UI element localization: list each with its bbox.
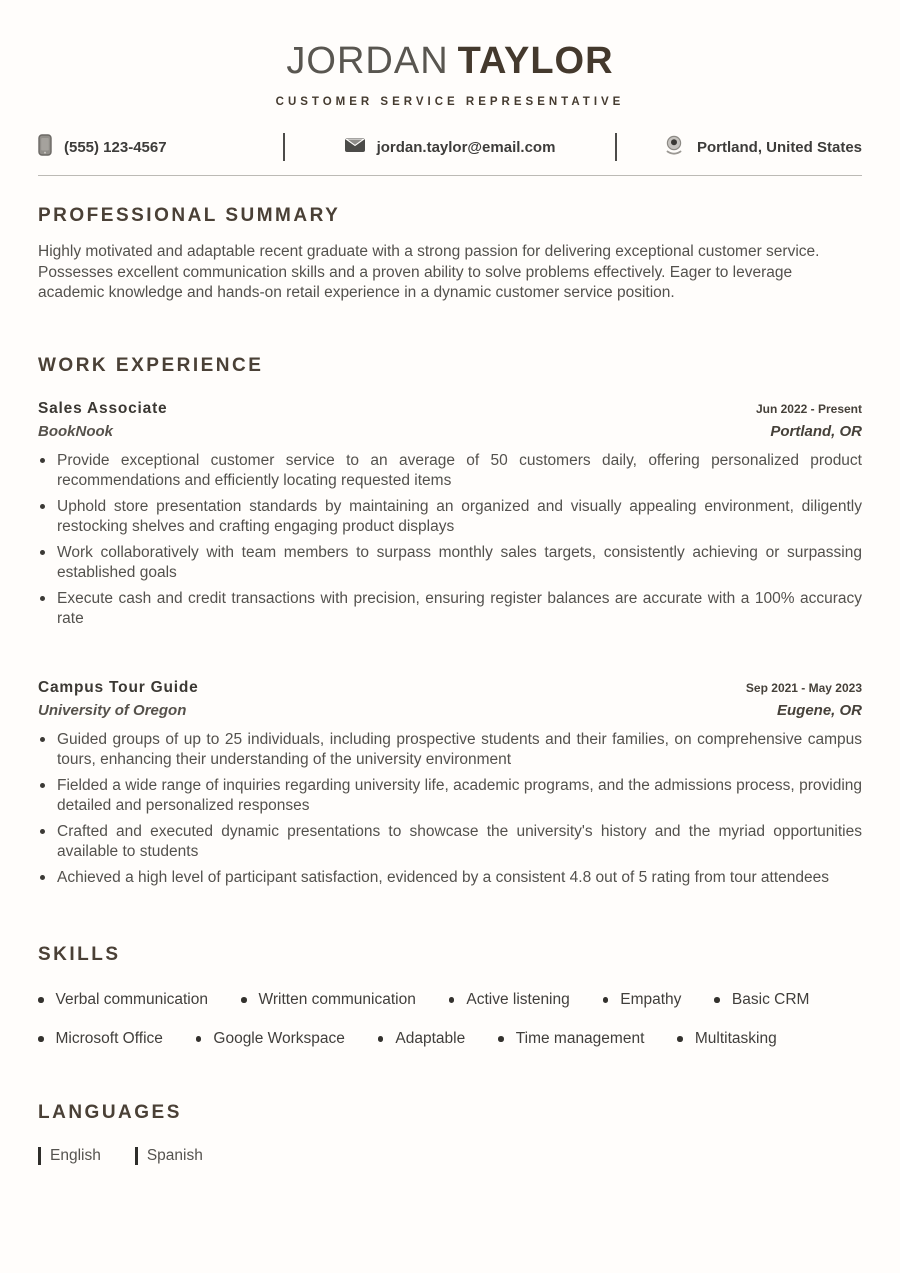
- header-divider: [38, 175, 862, 176]
- candidate-name: [38, 42, 862, 80]
- experience-bullet: Execute cash and credit transactions with precision, ensuring register balances are accurate with a 100% accuracy rate: [38, 589, 862, 630]
- experience-bullet: Fielded a wide range of inquiries regarding university life, academic programs, and the admissions process, providing detailed and personalized responses: [38, 776, 862, 817]
- job-title: Campus Tour Guide: [38, 678, 199, 696]
- contact-row: [38, 132, 862, 162]
- skill-label: Multitasking: [694, 1030, 777, 1047]
- bullet-dot-icon: [378, 1036, 384, 1042]
- skill-item: [498, 1030, 644, 1048]
- candidate-first-name: JORDAN: [286, 40, 449, 82]
- experience-bullet: Provide exceptional customer service to an average of 50 customers daily, offering personalized product recommendations and efficiently locating requested items: [38, 451, 862, 492]
- bullet-dot-icon: [498, 1036, 504, 1042]
- skill-item: [714, 991, 809, 1009]
- phone-number: (555) 123-4567: [64, 138, 167, 156]
- location-text: Portland, United States: [696, 138, 863, 156]
- language-label: English: [50, 1147, 101, 1164]
- skill-label: Google Workspace: [213, 1030, 345, 1047]
- experience-bullet: Work collaboratively with team members to surpass monthly sales targets, consistently achieving or surpassing established goals: [38, 543, 862, 584]
- location-dot-icon: [663, 135, 685, 160]
- skill-item: [196, 1030, 345, 1048]
- job-company: BookNook: [38, 422, 113, 440]
- skill-item: [378, 1030, 465, 1048]
- skill-label: Written communication: [258, 991, 416, 1008]
- skill-item: [677, 1030, 776, 1048]
- experience-bullet: Guided groups of up to 25 individuals, including prospective students and their families, on comprehensive campus tours, enhancing their understanding of the university environment: [38, 730, 862, 771]
- job-company: University of Oregon: [38, 701, 187, 719]
- skill-item: [449, 991, 570, 1009]
- bullet-dot-icon: [38, 997, 44, 1003]
- bullet-dot-icon: [603, 997, 609, 1003]
- job-location: Eugene, OR: [776, 701, 862, 719]
- summary-text: Highly motivated and adaptable recent graduate with a strong passion for delivering exceptional customer service. Possesses excellent communication skills and a proven ability to solve problems effectively. Eager to leverage academic knowledge and hands-on retail experience in a dynamic customer service position.: [38, 243, 820, 301]
- section-languages: [38, 1102, 862, 1165]
- job-company-row: [38, 423, 862, 440]
- contact-email: [285, 138, 615, 156]
- mobile-phone-icon: [38, 134, 52, 160]
- section-skills: [38, 944, 862, 1048]
- experience-bullet: Achieved a high level of participant satisfaction, evidenced by a consistent 4.8 out of 5 rating from tour attendees: [38, 868, 862, 889]
- email-address: jordan.taylor@email.com: [376, 138, 556, 156]
- language-item: [38, 1147, 101, 1165]
- language-item: [135, 1147, 203, 1165]
- job-entry: [38, 679, 862, 889]
- section-work-experience: [38, 355, 862, 889]
- experience-bullet: Crafted and executed dynamic presentations to showcase the university's history and the myriad opportunities available to students: [38, 822, 862, 863]
- skills-heading: SKILLS: [38, 944, 121, 965]
- contact-phone: [38, 134, 283, 160]
- bullet-dot-icon: [714, 997, 720, 1003]
- bullet-dot-icon: [241, 997, 247, 1003]
- summary-heading: PROFESSIONAL SUMMARY: [38, 205, 341, 226]
- bullet-dot-icon: [38, 1036, 44, 1042]
- skill-label: Microsoft Office: [55, 1030, 163, 1047]
- resume-header: [38, 42, 862, 176]
- job-dates: Sep 2021 - May 2023: [745, 680, 862, 695]
- job-bullet-list: [38, 730, 862, 889]
- envelope-icon: [345, 138, 365, 156]
- job-entry: [38, 400, 862, 630]
- skill-label: Active listening: [466, 991, 570, 1008]
- candidate-job-title: CUSTOMER SERVICE REPRESENTATIVE: [275, 96, 625, 108]
- skill-item: [38, 991, 208, 1009]
- job-company-row: [38, 702, 862, 719]
- languages-heading: LANGUAGES: [38, 1102, 182, 1123]
- skill-item: [38, 1030, 163, 1048]
- skill-label: Basic CRM: [731, 991, 810, 1008]
- skills-row: [38, 991, 862, 1009]
- bullet-dot-icon: [677, 1036, 683, 1042]
- job-dates: Jun 2022 - Present: [755, 401, 862, 416]
- language-bar-icon: [135, 1147, 138, 1165]
- skill-label: Empathy: [620, 991, 682, 1008]
- skill-label: Time management: [515, 1030, 645, 1047]
- skills-row: [38, 1030, 862, 1048]
- language-label: Spanish: [146, 1147, 203, 1164]
- experience-bullet: Uphold store presentation standards by maintaining an organized and visually appealing environment, diligently restocking shelves and crafting engaging product displays: [38, 497, 862, 538]
- bullet-dot-icon: [449, 997, 455, 1003]
- section-professional-summary: [38, 205, 862, 304]
- languages-row: [38, 1147, 862, 1165]
- skill-label: Adaptable: [395, 1030, 466, 1047]
- candidate-last-name: TAYLOR: [457, 40, 614, 82]
- contact-location: [617, 135, 862, 160]
- skill-item: [241, 991, 416, 1009]
- job-location: Portland, OR: [770, 422, 862, 440]
- job-title-row: [38, 400, 862, 418]
- job-title-row: [38, 679, 862, 697]
- skill-item: [603, 991, 682, 1009]
- job-bullet-list: [38, 451, 862, 630]
- bullet-dot-icon: [196, 1036, 202, 1042]
- language-bar-icon: [38, 1147, 41, 1165]
- skill-label: Verbal communication: [55, 991, 208, 1008]
- experience-heading: WORK EXPERIENCE: [38, 354, 264, 376]
- job-title: Sales Associate: [38, 399, 168, 417]
